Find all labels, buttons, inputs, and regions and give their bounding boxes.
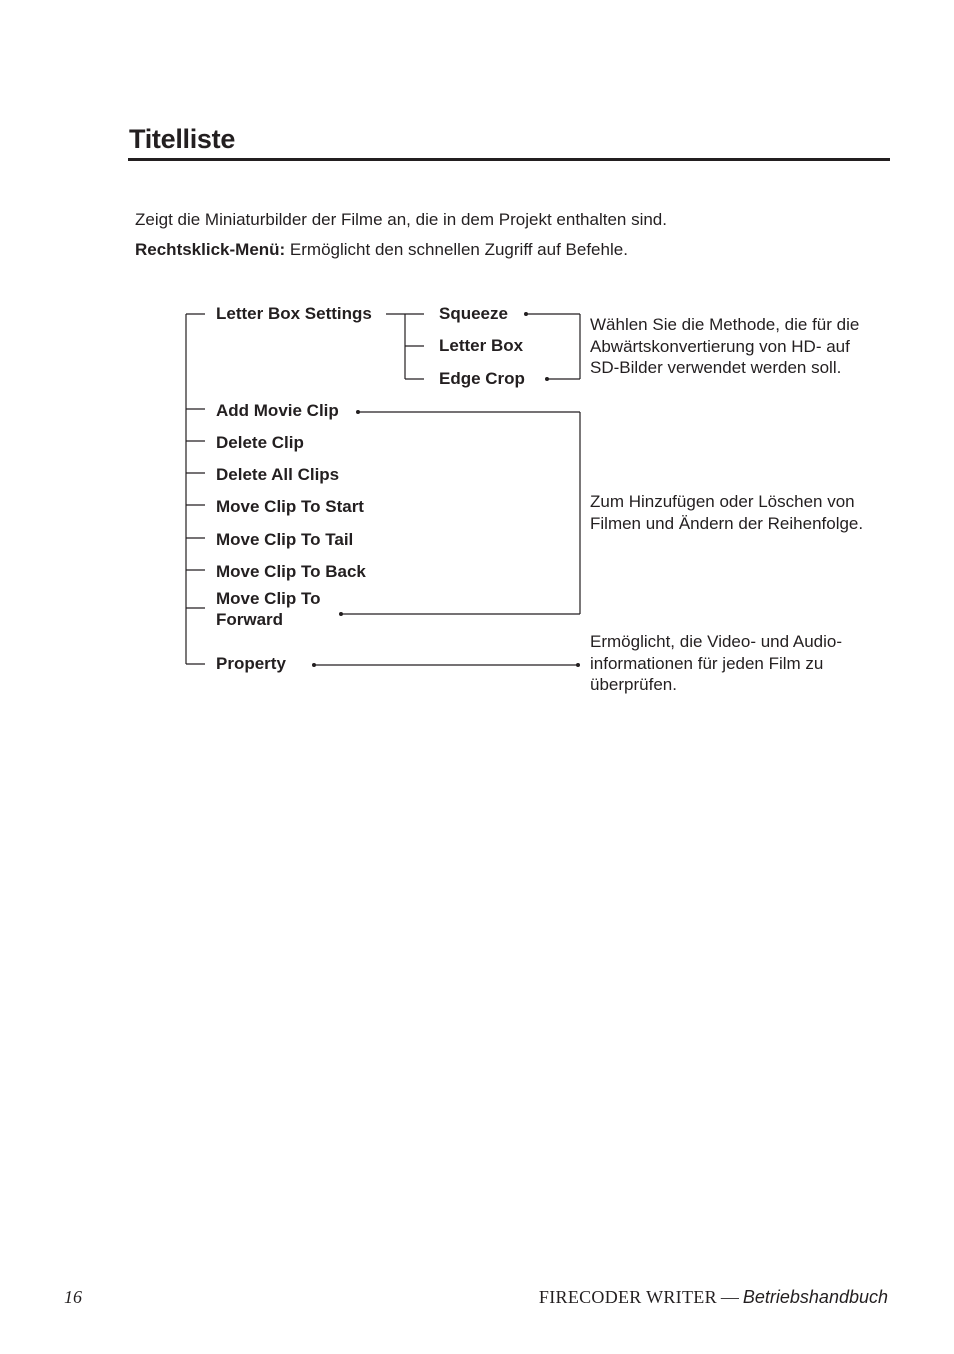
rightclick-label: Rechtsklick-Menü:: [135, 240, 286, 259]
menu-item-letter-box-settings: Letter Box Settings: [216, 304, 372, 323]
menu-item-add-movie-clip: Add Movie Clip: [216, 401, 339, 420]
note-line: Abwärtskonvertierung von HD- auf: [590, 336, 850, 356]
menu-item-forward-line2: Forward: [216, 610, 284, 629]
menu-item-delete-all-clips: Delete All Clips: [216, 465, 340, 484]
note-line: Ermöglicht, die Video- und Audio-: [590, 632, 843, 651]
note-line: SD-Bilder verwendet werden soll.: [590, 358, 842, 377]
intro-text: Zeigt die Miniaturbilder der Filme an, die in dem Projekt enthalten sind.: [135, 210, 667, 229]
note-clips: [590, 491, 863, 534]
menu-item-forward-line1: Move Clip To: [216, 589, 321, 608]
leader-dot: [356, 410, 360, 414]
note-line: Zum Hinzufügen oder Löschen von: [590, 492, 855, 511]
menu-item-property: Property: [216, 654, 286, 673]
rightclick-text: Ermöglicht den schnellen Zugriff auf Befehle.: [285, 240, 628, 259]
leader-dot: [576, 663, 580, 667]
submenu-item-edge-crop: Edge Crop: [439, 369, 525, 388]
note-line: überprüfen.: [590, 675, 677, 694]
leader-dot: [545, 377, 549, 381]
leader-dot: [339, 612, 343, 616]
menu-item-move-clip-to-start: Move Clip To Start: [216, 497, 364, 516]
note-line: informationen für jeden Film zu: [590, 653, 824, 673]
footer-dash: —: [720, 1287, 739, 1307]
page-title: Titelliste: [129, 124, 236, 154]
footer-title: [539, 1287, 888, 1308]
footer-brand: FIRECODER WRITER: [538, 1287, 717, 1307]
note-line: Wählen Sie die Methode, die für die: [590, 315, 860, 334]
page-number: 16: [64, 1287, 82, 1307]
submenu-item-letter-box: Letter Box: [439, 336, 524, 355]
note-property: [590, 631, 842, 696]
menu-item-move-clip-to-forward: [216, 588, 321, 630]
note-letterbox: [590, 314, 859, 379]
submenu-item-squeeze: Squeeze: [439, 304, 508, 323]
menu-item-delete-clip: Delete Clip: [216, 433, 304, 452]
leader-dot: [524, 312, 528, 316]
leader-dot: [312, 663, 316, 667]
note-line: Filmen und Ändern der Reihenfolge.: [590, 513, 864, 533]
footer-manual: Betriebshandbuch: [742, 1287, 888, 1307]
menu-item-move-clip-to-tail: Move Clip To Tail: [216, 530, 354, 549]
menu-item-move-clip-to-back: Move Clip To Back: [216, 562, 366, 581]
